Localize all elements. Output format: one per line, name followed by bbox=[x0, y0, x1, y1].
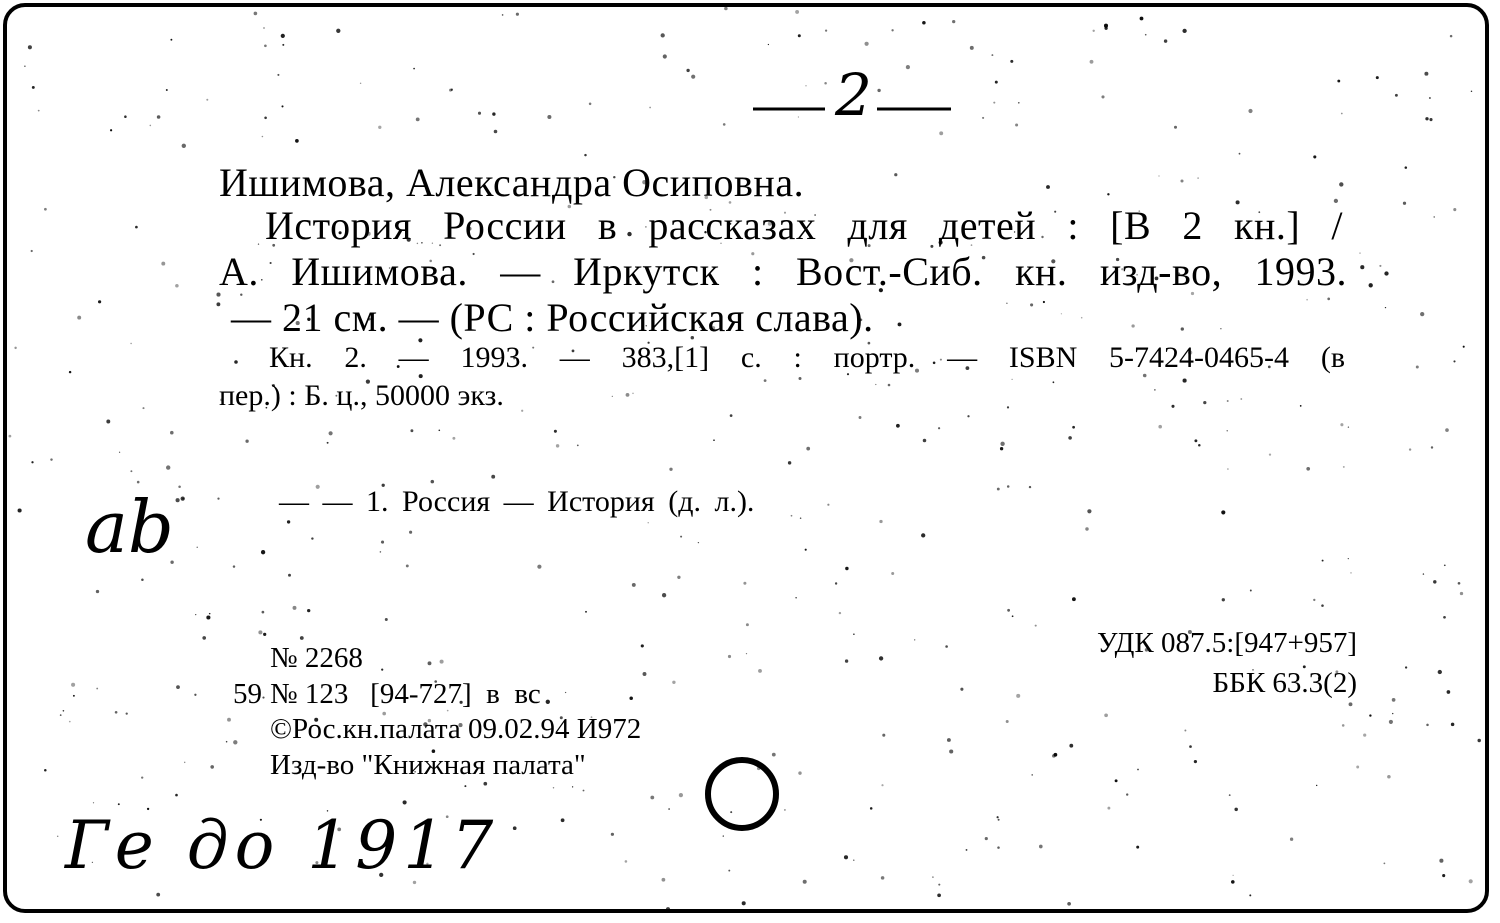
author-heading: Ишимова, Александра Осиповна. bbox=[219, 160, 805, 205]
order-line: № 123 [94-727] в вс bbox=[270, 678, 541, 710]
punch-hole bbox=[705, 757, 779, 831]
volume-line-1: Кн. 2. — 1993. — 383,[1] с. : портр. — ISBN 5-7424-0465-4 (в bbox=[269, 341, 1345, 374]
card-number: 2 bbox=[747, 67, 957, 127]
title-line-3: — 21 см. — (РС : Российская слава). bbox=[231, 295, 874, 340]
copyright-line: ©Рос.кн.палата 09.02.94 И972 bbox=[270, 713, 642, 745]
udk-code: УДК 087.5:[947+957] bbox=[1097, 627, 1357, 659]
subject-line: — — 1. Россия — История (д. л.). bbox=[279, 485, 755, 518]
bbk-code: ББК 63.3(2) bbox=[1212, 667, 1357, 699]
handwritten-shelf-mark: ab bbox=[85, 485, 175, 569]
catalog-card bbox=[3, 3, 1489, 913]
order-prefix: 59 bbox=[233, 678, 262, 710]
title-line-1: История России в рассказах для детей : [В 2 кн.] / bbox=[265, 203, 1343, 248]
volume-line-2: пер.) : Б. ц., 50000 экз. bbox=[219, 379, 504, 412]
title-line-2: А. Ишимова. — Иркутск : Вост.-Сиб. кн. изд-во, 1993. bbox=[219, 249, 1347, 294]
publisher-line: Изд-во "Книжная палата" bbox=[270, 749, 586, 781]
registration-number: № 2268 bbox=[270, 642, 363, 674]
handwritten-note: Ге до 1917 bbox=[65, 807, 500, 884]
